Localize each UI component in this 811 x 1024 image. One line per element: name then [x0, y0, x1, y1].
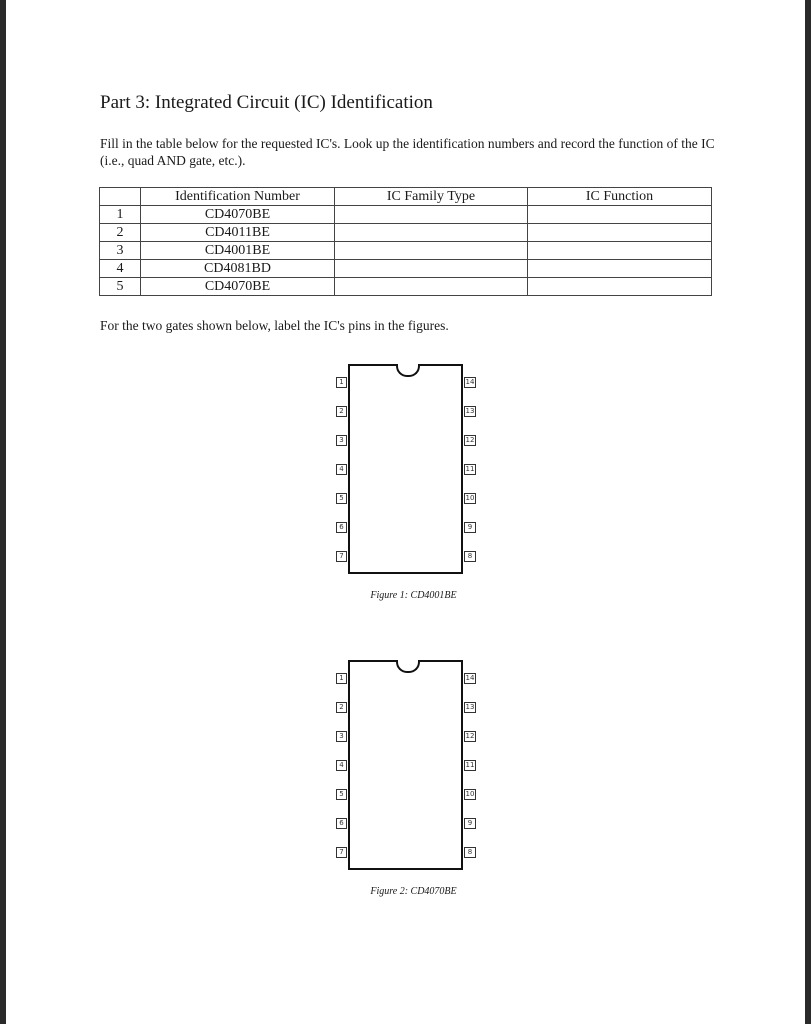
row-number: 4	[100, 260, 141, 278]
table-row	[100, 278, 712, 296]
row-family-type-cell[interactable]	[335, 206, 528, 224]
ic-pin[interactable]: 6	[336, 522, 347, 533]
ic-pin[interactable]: 3	[336, 731, 347, 742]
row-function-cell[interactable]	[528, 242, 712, 260]
ic-notch-icon	[396, 364, 420, 377]
ic-figure-2	[326, 660, 486, 905]
ic-pin[interactable]: 10	[465, 494, 475, 502]
ic-pin[interactable]: 7	[336, 847, 347, 858]
row-identification-number: CD4070BE	[141, 206, 335, 224]
ic-pin[interactable]: 11	[465, 761, 475, 769]
intro-text: Fill in the table below for the requested IC's. Look up the identification numbers and record the function of the IC (i.e., quad AND gate, etc.).	[100, 136, 715, 168]
ic-pin[interactable]: 5	[336, 789, 347, 800]
table-header-row	[100, 188, 712, 206]
ic-pin[interactable]: 10	[465, 790, 475, 798]
row-number: 1	[100, 206, 141, 224]
row-family-type-cell[interactable]	[335, 242, 528, 260]
row-number: 2	[100, 224, 141, 242]
table-row	[100, 206, 712, 224]
table-row	[100, 242, 712, 260]
instruction-text: For the two gates shown below, label the IC's pins in the figures.	[100, 318, 449, 333]
ic-pin[interactable]: 11	[465, 465, 475, 473]
table-row	[100, 260, 712, 278]
row-number: 3	[100, 242, 141, 260]
ic-pin[interactable]: 4	[336, 464, 347, 475]
row-identification-number: CD4011BE	[141, 224, 335, 242]
figure-caption: Figure 2: CD4070BE	[370, 886, 457, 897]
row-identification-number: CD4070BE	[141, 278, 335, 296]
ic-pin[interactable]: 8	[464, 847, 476, 858]
row-family-type-cell[interactable]	[335, 260, 528, 278]
figure-caption: Figure 1: CD4001BE	[370, 590, 457, 601]
ic-pin[interactable]: 13	[465, 703, 475, 711]
row-identification-number: CD4081BD	[141, 260, 335, 278]
ic-pin[interactable]: 3	[336, 435, 347, 446]
row-function-cell[interactable]	[528, 260, 712, 278]
ic-pin[interactable]: 9	[464, 818, 476, 829]
row-function-cell[interactable]	[528, 278, 712, 296]
ic-package-body	[348, 660, 463, 870]
row-identification-number: CD4001BE	[141, 242, 335, 260]
ic-pin[interactable]: 14	[465, 674, 475, 682]
ic-pin[interactable]: 6	[336, 818, 347, 829]
ic-pin[interactable]: 12	[465, 732, 475, 740]
header-ic-function: IC Function	[528, 188, 712, 206]
ic-figure-1	[326, 364, 486, 609]
ic-pin[interactable]: 9	[464, 522, 476, 533]
header-ic-family-type: IC Family Type	[335, 188, 528, 206]
row-number: 5	[100, 278, 141, 296]
row-family-type-cell[interactable]	[335, 224, 528, 242]
ic-notch-icon	[396, 660, 420, 673]
ic-pin[interactable]: 7	[336, 551, 347, 562]
ic-pin[interactable]: 14	[465, 378, 475, 386]
ic-pin[interactable]: 4	[336, 760, 347, 771]
table-row	[100, 224, 712, 242]
ic-pin[interactable]: 5	[336, 493, 347, 504]
header-number	[100, 188, 141, 206]
ic-pin[interactable]: 8	[464, 551, 476, 562]
section-title: Part 3: Integrated Circuit (IC) Identification	[100, 92, 433, 113]
ic-pin[interactable]: 1	[336, 673, 347, 684]
document-page	[6, 0, 805, 1024]
header-identification-number: Identification Number	[141, 188, 335, 206]
ic-pin[interactable]: 1	[336, 377, 347, 388]
ic-pin[interactable]: 2	[336, 406, 347, 417]
ic-package-body	[348, 364, 463, 574]
ic-pin[interactable]: 12	[465, 436, 475, 444]
row-function-cell[interactable]	[528, 224, 712, 242]
row-function-cell[interactable]	[528, 206, 712, 224]
ic-pin[interactable]: 13	[465, 407, 475, 415]
ic-pin[interactable]: 2	[336, 702, 347, 713]
ic-identification-table	[99, 187, 712, 296]
row-family-type-cell[interactable]	[335, 278, 528, 296]
